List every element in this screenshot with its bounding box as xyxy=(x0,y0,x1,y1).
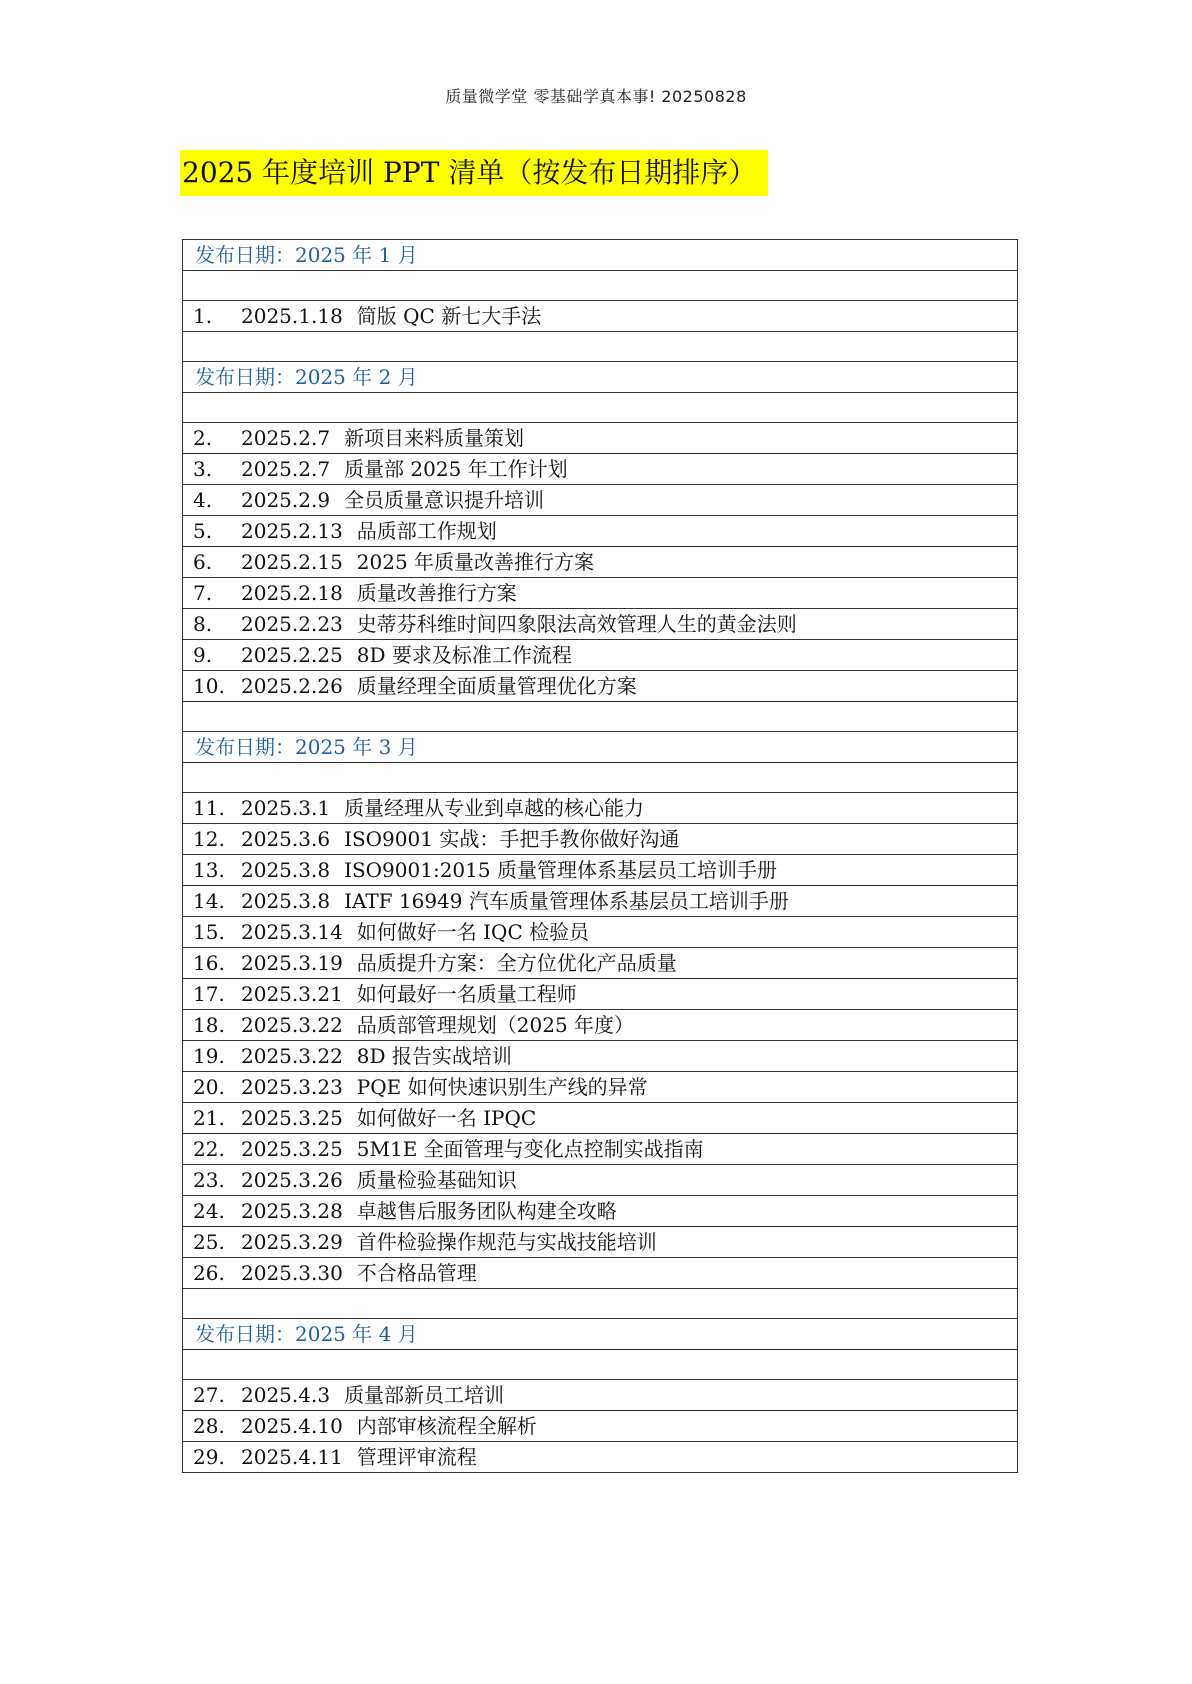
blank-cell xyxy=(183,702,1018,732)
item-number: 19. xyxy=(193,1044,225,1068)
item-cell xyxy=(183,917,1018,948)
table-row xyxy=(183,1196,1018,1227)
table-row xyxy=(183,979,1018,1010)
item-topic: 如何做好一名 IPQC xyxy=(356,1106,537,1130)
blank-cell xyxy=(183,393,1018,423)
item-date: 2025.2.23 xyxy=(241,612,343,636)
item-date: 2025.4.3 xyxy=(241,1383,331,1407)
item-number: 11. xyxy=(193,796,225,820)
item-number: 17. xyxy=(193,982,225,1006)
item-topic: 8D 报告实战培训 xyxy=(356,1044,512,1068)
item-date: 2025.2.7 xyxy=(241,457,331,481)
item-cell xyxy=(183,824,1018,855)
month-label: 发布日期：2025 年 1 月 xyxy=(183,240,1018,271)
item-number: 27. xyxy=(193,1383,225,1407)
item-number: 9. xyxy=(193,643,213,667)
item-topic: 5M1E 全面管理与变化点控制实战指南 xyxy=(356,1137,704,1161)
item-date: 2025.3.21 xyxy=(241,982,343,1006)
item-number: 1. xyxy=(193,304,213,328)
item-number: 28. xyxy=(193,1414,225,1438)
table-row xyxy=(183,948,1018,979)
item-cell xyxy=(183,516,1018,547)
item-cell xyxy=(183,671,1018,702)
item-date: 2025.3.8 xyxy=(241,889,331,913)
item-date: 2025.3.25 xyxy=(241,1106,343,1130)
item-date: 2025.3.1 xyxy=(241,796,331,820)
table-row xyxy=(183,917,1018,948)
table-row xyxy=(183,1072,1018,1103)
item-topic: 全员质量意识提升培训 xyxy=(344,488,545,512)
item-date: 2025.3.14 xyxy=(241,920,343,944)
item-topic: 新项目来料质量策划 xyxy=(344,426,525,450)
table-row xyxy=(183,1041,1018,1072)
table-row xyxy=(183,1411,1018,1442)
item-date: 2025.4.10 xyxy=(241,1414,343,1438)
blank-row xyxy=(183,1289,1018,1319)
item-number: 13. xyxy=(193,858,225,882)
item-date: 2025.3.8 xyxy=(241,858,331,882)
item-cell xyxy=(183,979,1018,1010)
item-date: 2025.3.19 xyxy=(241,951,343,975)
table-row xyxy=(183,793,1018,824)
item-number: 3. xyxy=(193,457,213,481)
table-row xyxy=(183,578,1018,609)
item-number: 7. xyxy=(193,581,213,605)
item-number: 10. xyxy=(193,674,225,698)
item-cell xyxy=(183,1380,1018,1411)
item-cell xyxy=(183,855,1018,886)
item-topic: ISO9001 实战：手把手教你做好沟通 xyxy=(344,827,680,851)
item-topic: 2025 年质量改善推行方案 xyxy=(356,550,595,574)
item-topic: 质量部 2025 年工作计划 xyxy=(344,457,568,481)
table-row xyxy=(183,516,1018,547)
document-title: 2025 年度培训 PPT 清单（按发布日期排序） xyxy=(180,150,768,196)
page-header: 质量微学堂 零基础学真本事! 20250828 xyxy=(445,87,747,106)
table-row xyxy=(183,1165,1018,1196)
item-number: 15. xyxy=(193,920,225,944)
item-date: 2025.3.22 xyxy=(241,1044,343,1068)
item-topic: 卓越售后服务团队构建全攻略 xyxy=(356,1199,617,1223)
table-row xyxy=(183,671,1018,702)
item-topic: 品质部管理规划（2025 年度） xyxy=(356,1013,635,1037)
item-topic: 如何做好一名 IQC 检验员 xyxy=(356,920,590,944)
item-date: 2025.2.18 xyxy=(241,581,343,605)
item-number: 23. xyxy=(193,1168,225,1192)
item-number: 8. xyxy=(193,612,213,636)
blank-row xyxy=(183,271,1018,301)
item-topic: 品质部工作规划 xyxy=(356,519,497,543)
item-date: 2025.2.26 xyxy=(241,674,343,698)
item-cell xyxy=(183,1442,1018,1473)
blank-row xyxy=(183,393,1018,423)
item-date: 2025.2.15 xyxy=(241,550,343,574)
item-number: 16. xyxy=(193,951,225,975)
blank-cell xyxy=(183,271,1018,301)
month-header-row xyxy=(183,240,1018,271)
month-header-row xyxy=(183,362,1018,393)
item-cell xyxy=(183,1010,1018,1041)
item-cell xyxy=(183,1072,1018,1103)
item-topic: 质量经理全面质量管理优化方案 xyxy=(356,674,637,698)
item-cell xyxy=(183,609,1018,640)
item-topic: 质量部新员工培训 xyxy=(344,1383,505,1407)
item-topic: 质量检验基础知识 xyxy=(356,1168,517,1192)
table-row xyxy=(183,547,1018,578)
item-cell xyxy=(183,1411,1018,1442)
month-label: 发布日期：2025 年 4 月 xyxy=(183,1319,1018,1350)
item-cell xyxy=(183,423,1018,454)
blank-row xyxy=(183,702,1018,732)
item-number: 4. xyxy=(193,488,213,512)
item-cell xyxy=(183,1258,1018,1289)
item-cell xyxy=(183,454,1018,485)
item-number: 18. xyxy=(193,1013,225,1037)
item-cell xyxy=(183,578,1018,609)
month-header-row xyxy=(183,732,1018,763)
month-header-row xyxy=(183,1319,1018,1350)
item-topic: 首件检验操作规范与实战技能培训 xyxy=(356,1230,657,1254)
item-number: 5. xyxy=(193,519,213,543)
table-row xyxy=(183,1227,1018,1258)
item-topic: 史蒂芬科维时间四象限法高效管理人生的黄金法则 xyxy=(356,612,797,636)
item-number: 2. xyxy=(193,426,213,450)
item-topic: 内部审核流程全解析 xyxy=(356,1414,537,1438)
item-number: 6. xyxy=(193,550,213,574)
item-number: 26. xyxy=(193,1261,225,1285)
item-topic: 品质提升方案：全方位优化产品质量 xyxy=(356,951,677,975)
table-row xyxy=(183,1258,1018,1289)
item-date: 2025.2.9 xyxy=(241,488,331,512)
table-row xyxy=(183,1442,1018,1473)
blank-cell xyxy=(183,1289,1018,1319)
item-number: 24. xyxy=(193,1199,225,1223)
table-row xyxy=(183,1134,1018,1165)
item-number: 20. xyxy=(193,1075,225,1099)
blank-row xyxy=(183,332,1018,362)
item-number: 21. xyxy=(193,1106,225,1130)
item-number: 25. xyxy=(193,1230,225,1254)
item-date: 2025.4.11 xyxy=(241,1445,343,1469)
blank-row xyxy=(183,1350,1018,1380)
item-date: 2025.3.29 xyxy=(241,1230,343,1254)
table-row xyxy=(183,824,1018,855)
item-cell xyxy=(183,1134,1018,1165)
table-row xyxy=(183,1103,1018,1134)
table-row xyxy=(183,609,1018,640)
blank-cell xyxy=(183,332,1018,362)
item-topic: ISO9001:2015 质量管理体系基层员工培训手册 xyxy=(344,858,777,882)
table-row xyxy=(183,1380,1018,1411)
table-row xyxy=(183,640,1018,671)
item-topic: 如何最好一名质量工程师 xyxy=(356,982,577,1006)
item-number: 14. xyxy=(193,889,225,913)
item-cell xyxy=(183,1227,1018,1258)
item-date: 2025.3.28 xyxy=(241,1199,343,1223)
table-row xyxy=(183,886,1018,917)
item-date: 2025.3.26 xyxy=(241,1168,343,1192)
item-cell xyxy=(183,1041,1018,1072)
item-cell xyxy=(183,301,1018,332)
item-cell xyxy=(183,1196,1018,1227)
table-row xyxy=(183,855,1018,886)
item-topic: 8D 要求及标准工作流程 xyxy=(356,643,572,667)
item-topic: 简版 QC 新七大手法 xyxy=(356,304,542,328)
item-number: 12. xyxy=(193,827,225,851)
month-label: 发布日期：2025 年 2 月 xyxy=(183,362,1018,393)
item-date: 2025.3.25 xyxy=(241,1137,343,1161)
blank-row xyxy=(183,763,1018,793)
item-cell xyxy=(183,886,1018,917)
table-row xyxy=(183,301,1018,332)
item-date: 2025.2.25 xyxy=(241,643,343,667)
table-row xyxy=(183,1010,1018,1041)
item-date: 2025.3.22 xyxy=(241,1013,343,1037)
item-cell xyxy=(183,1165,1018,1196)
item-topic: PQE 如何快速识别生产线的异常 xyxy=(356,1075,648,1099)
item-cell xyxy=(183,793,1018,824)
table-row xyxy=(183,423,1018,454)
item-date: 2025.3.23 xyxy=(241,1075,343,1099)
training-list-table xyxy=(182,239,1018,1473)
item-cell xyxy=(183,1103,1018,1134)
item-topic: 质量改善推行方案 xyxy=(356,581,517,605)
item-cell xyxy=(183,485,1018,516)
item-topic: IATF 16949 汽车质量管理体系基层员工培训手册 xyxy=(344,889,789,913)
item-cell xyxy=(183,547,1018,578)
table-row xyxy=(183,454,1018,485)
blank-cell xyxy=(183,763,1018,793)
item-date: 2025.2.13 xyxy=(241,519,343,543)
month-label: 发布日期：2025 年 3 月 xyxy=(183,732,1018,763)
item-date: 2025.2.7 xyxy=(241,426,331,450)
training-list-body xyxy=(183,240,1018,1473)
item-number: 29. xyxy=(193,1445,225,1469)
table-row xyxy=(183,485,1018,516)
item-number: 22. xyxy=(193,1137,225,1161)
item-topic: 质量经理从专业到卓越的核心能力 xyxy=(344,796,645,820)
item-topic: 管理评审流程 xyxy=(356,1445,477,1469)
item-cell xyxy=(183,948,1018,979)
item-date: 2025.1.18 xyxy=(241,304,343,328)
item-date: 2025.3.6 xyxy=(241,827,331,851)
item-topic: 不合格品管理 xyxy=(356,1261,477,1285)
blank-cell xyxy=(183,1350,1018,1380)
item-cell xyxy=(183,640,1018,671)
item-date: 2025.3.30 xyxy=(241,1261,343,1285)
